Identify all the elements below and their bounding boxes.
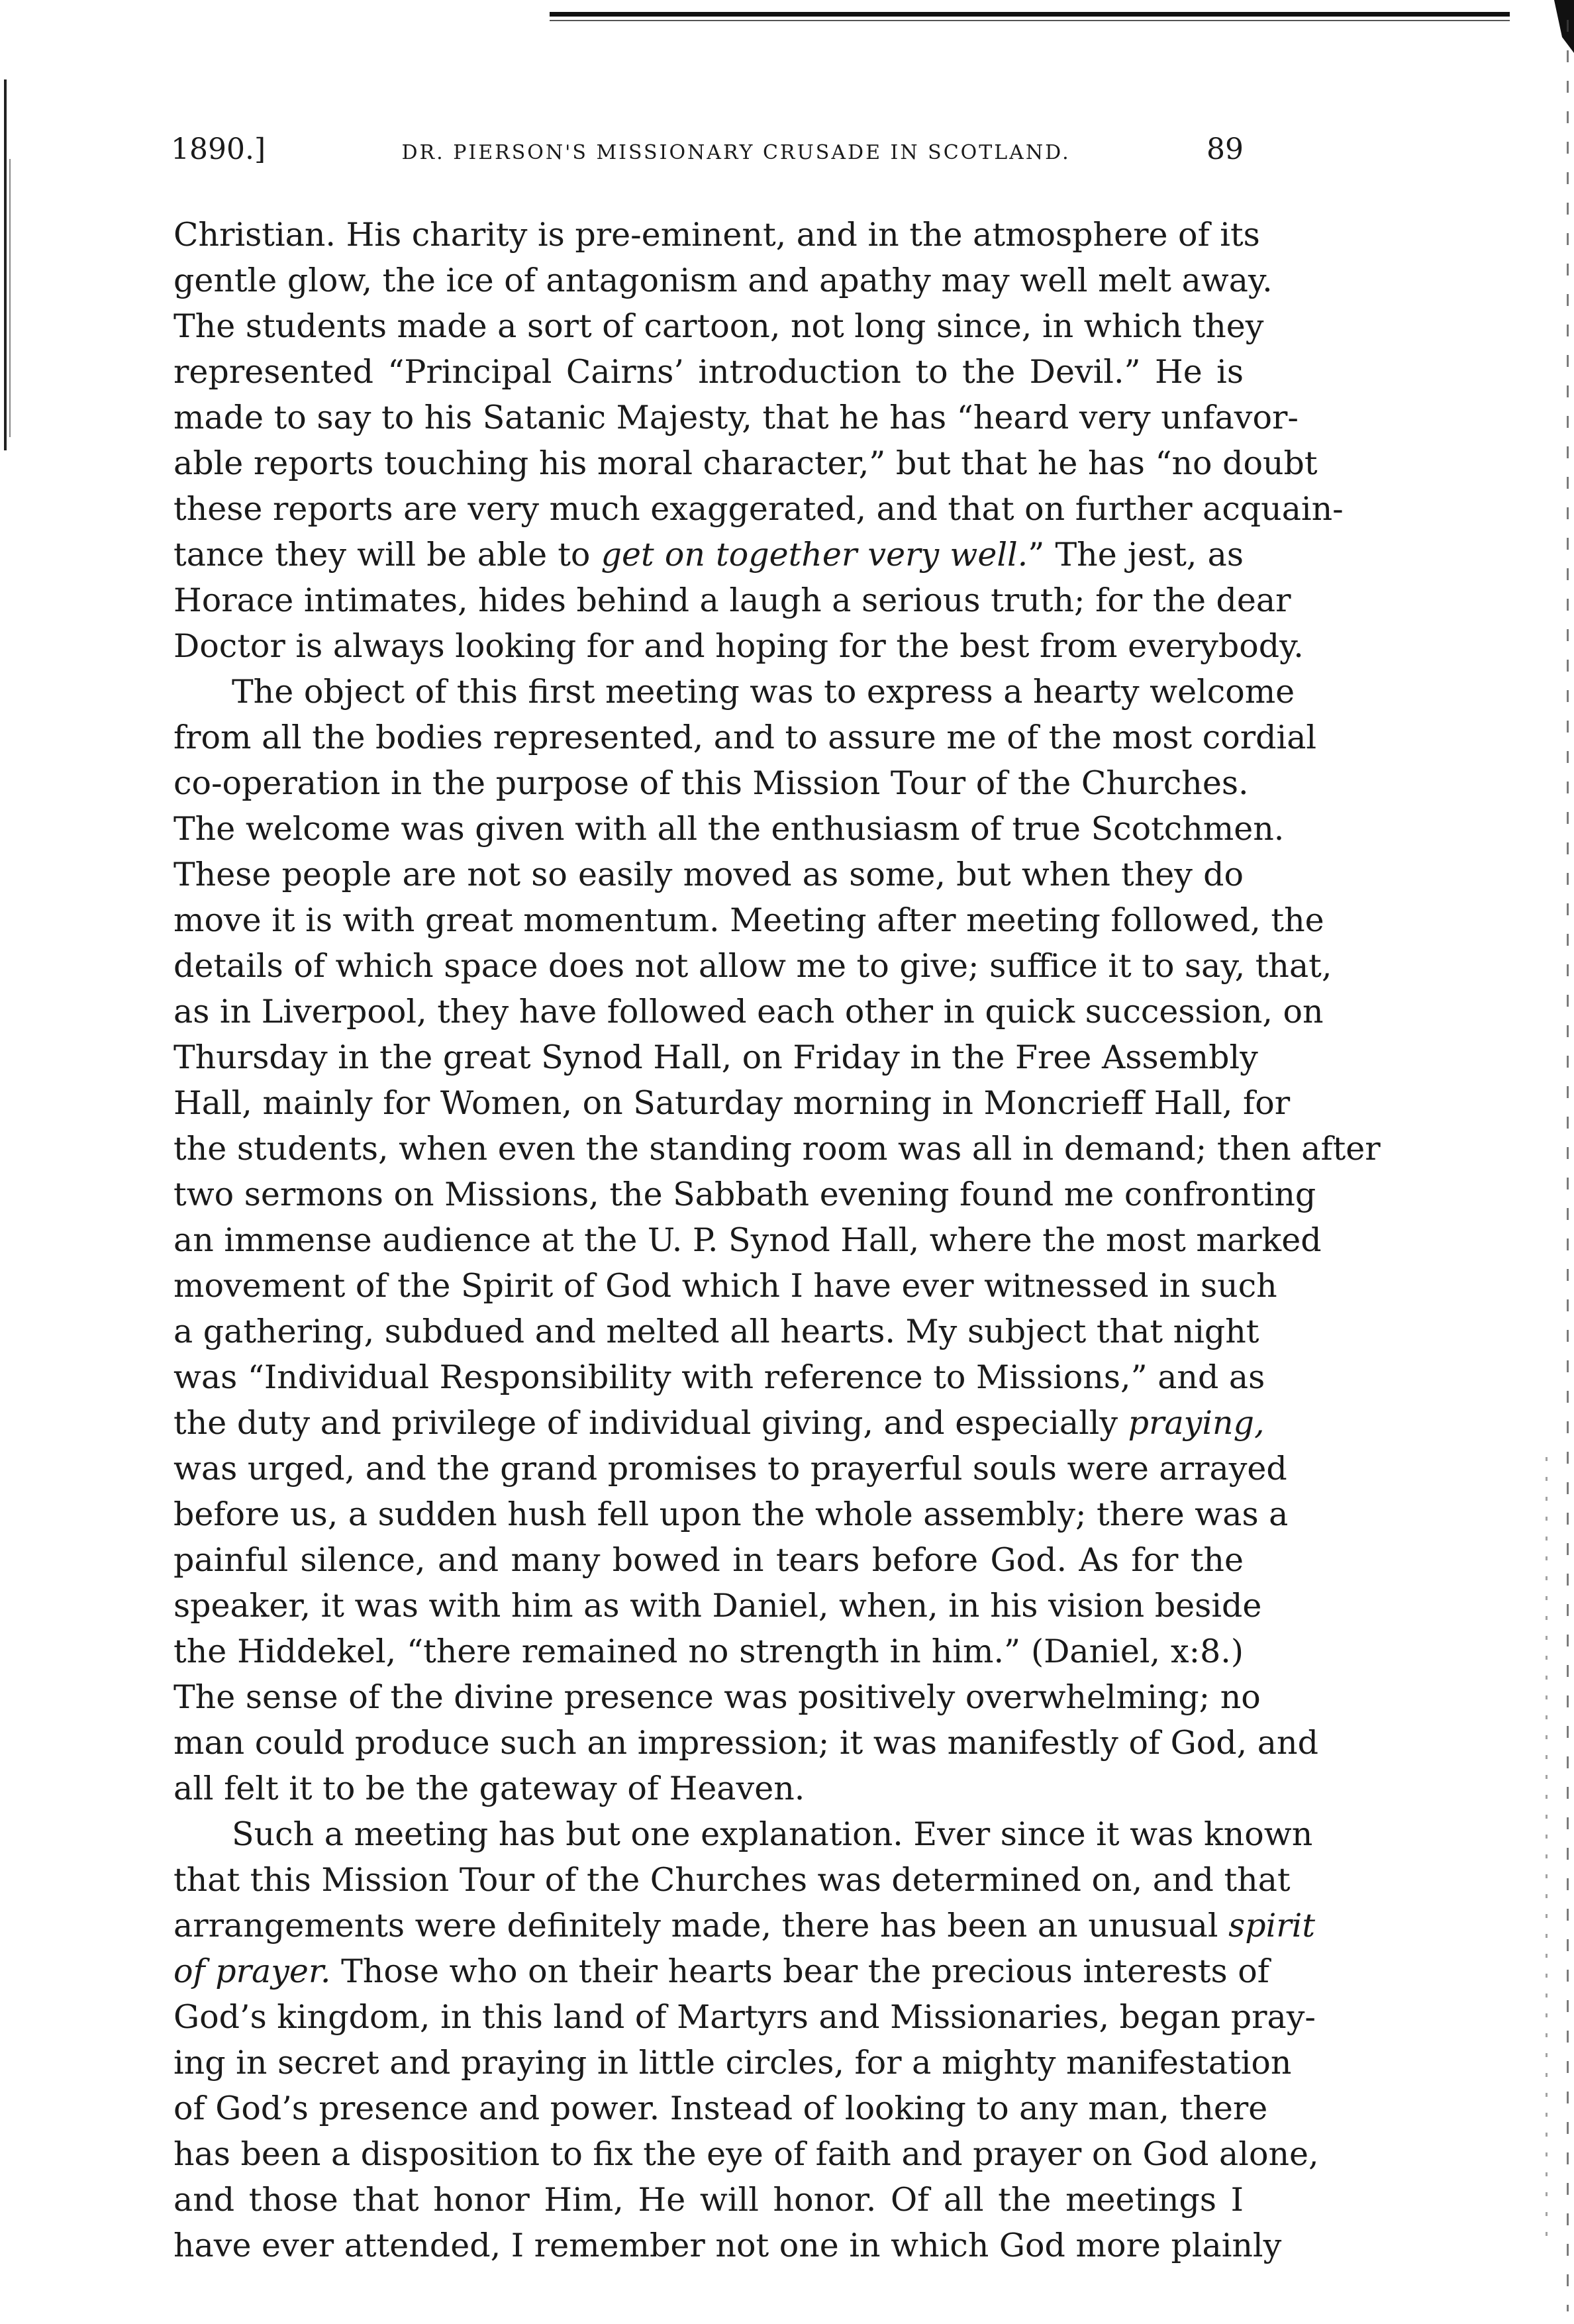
text-line-mixed <box>173 1903 1316 1948</box>
left-scan-edge-faint <box>9 159 11 437</box>
text-line: These people are not so easily moved as some, but when they do <box>173 856 1244 893</box>
text-line: man could produce such an impression; it was manifestly of God, and <box>173 1724 1318 1762</box>
italic-of-prayer: of prayer. <box>173 1952 331 1990</box>
page-number: 89 <box>1206 132 1244 166</box>
top-rule-thin <box>550 20 1510 21</box>
text-line: co-operation in the purpose of this Mission Tour of the Churches. <box>173 764 1249 802</box>
text-line: and those that honor Him, He will honor. Of all the meetings I <box>173 2181 1244 2219</box>
text-line: Doctor is always looking for and hoping for the best from everybody. <box>173 627 1304 665</box>
text-line: Christian. His charity is pre-eminent, and in the atmosphere of its <box>173 216 1260 254</box>
text-line: from all the bodies represented, and to assure me of the most cordial <box>173 719 1317 756</box>
text-segment: the duty and privilege of individual giving, and especially <box>173 1404 1128 1442</box>
header-year: 1890.] <box>171 132 266 166</box>
text-line: represented “Principal Cairns’ introduction to the Devil.” He is <box>173 353 1244 391</box>
running-title: DR. PIERSON'S MISSIONARY CRUSADE IN SCOTLAND. <box>401 141 1071 164</box>
text-segment: ” The jest, as <box>1028 536 1244 574</box>
text-line: was urged, and the grand promises to prayerful souls were arrayed <box>173 1450 1287 1488</box>
italic-phrase: get on together very well. <box>601 536 1028 574</box>
text-line: Such a meeting has but one explanation. Ever since it was known <box>232 1815 1313 1853</box>
text-line: ing in secret and praying in little circles, for a mighty manifestation <box>173 2044 1292 2082</box>
text-line: able reports touching his moral character,” but that he has “no doubt <box>173 444 1318 482</box>
text-line: Horace intimates, hides behind a laugh a serious truth; for the dear <box>173 581 1291 619</box>
italic-praying: praying, <box>1128 1404 1265 1442</box>
text-line: before us, a sudden hush fell upon the whole assembly; there was a <box>173 1495 1289 1533</box>
text-line: all felt it to be the gateway of Heaven. <box>173 1770 805 1807</box>
text-line: the Hiddekel, “there remained no strength in him.” (Daniel, x:8.) <box>173 1633 1244 1670</box>
text-line: was “Individual Responsibility with reference to Missions,” and as <box>173 1358 1265 1396</box>
text-line: The sense of the divine presence was positively overwhelming; no <box>173 1678 1261 1716</box>
text-line-mixed <box>173 1400 1265 1446</box>
text-line-mixed <box>173 532 1244 578</box>
italic-spirit: spirit <box>1228 1907 1316 1945</box>
text-line: speaker, it was with him as with Daniel, when, in his vision beside <box>173 1587 1262 1625</box>
text-line: painful silence, and many bowed in tears before God. As for the <box>173 1541 1244 1579</box>
text-line-mixed <box>173 1948 1269 1994</box>
text-line: that this Mission Tour of the Churches was determined on, and that <box>173 1861 1291 1899</box>
paragraph-1 <box>173 212 1344 669</box>
text-line: move it is with great momentum. Meeting after meeting followed, the <box>173 901 1324 939</box>
running-header <box>171 132 1244 185</box>
text-segment: tance they will be able to <box>173 536 601 574</box>
text-line: two sermons on Missions, the Sabbath evening found me confronting <box>173 1176 1316 1213</box>
top-rule <box>550 12 1510 17</box>
text-line: The object of this first meeting was to express a hearty welcome <box>232 673 1295 711</box>
text-segment: Those who on their hearts bear the precious interests of <box>330 1952 1269 1990</box>
text-line: The welcome was given with all the enthusiasm of true Scotchmen. <box>173 810 1285 848</box>
paragraph-3 <box>173 1811 1319 2268</box>
text-line: details of which space does not allow me to give; suffice it to say, that, <box>173 947 1332 985</box>
text-line: made to say to his Satanic Majesty, that he has “heard very unfavor- <box>173 399 1299 436</box>
right-scan-edge <box>1567 20 1569 2311</box>
text-line: has been a disposition to fix the eye of faith and prayer on God alone, <box>173 2135 1319 2173</box>
text-line: have ever attended, I remember not one in which God more plainly <box>173 2227 1282 2264</box>
text-segment: arrangements were definitely made, there has been an unusual <box>173 1907 1229 1945</box>
text-line: Hall, mainly for Women, on Saturday morning in Moncrieff Hall, for <box>173 1084 1291 1122</box>
left-scan-edge <box>4 79 7 450</box>
text-line: The students made a sort of cartoon, not long since, in which they <box>173 307 1264 345</box>
text-line: God’s kingdom, in this land of Martyrs and Missionaries, began pray- <box>173 1998 1316 2036</box>
text-line: gentle glow, the ice of antagonism and apathy may well melt away. <box>173 262 1273 299</box>
page-corner-mark <box>1554 0 1574 53</box>
text-line: Thursday in the great Synod Hall, on Friday in the Free Assembly <box>173 1038 1258 1076</box>
right-scan-edge-faint <box>1546 1457 1548 2252</box>
paragraph-2 <box>173 669 1381 1811</box>
text-line: movement of the Spirit of God which I have ever witnessed in such <box>173 1267 1277 1305</box>
text-line: a gathering, subdued and melted all hearts. My subject that night <box>173 1313 1259 1350</box>
text-line: the students, when even the standing room was all in demand; then after <box>173 1130 1381 1168</box>
text-line: an immense audience at the U. P. Synod Hall, where the most marked <box>173 1221 1322 1259</box>
page-body <box>173 212 1381 2268</box>
text-line: these reports are very much exaggerated, and that on further acquain- <box>173 490 1344 528</box>
text-line: of God’s presence and power. Instead of looking to any man, there <box>173 2090 1268 2127</box>
text-line: as in Liverpool, they have followed each other in quick succession, on <box>173 993 1324 1031</box>
